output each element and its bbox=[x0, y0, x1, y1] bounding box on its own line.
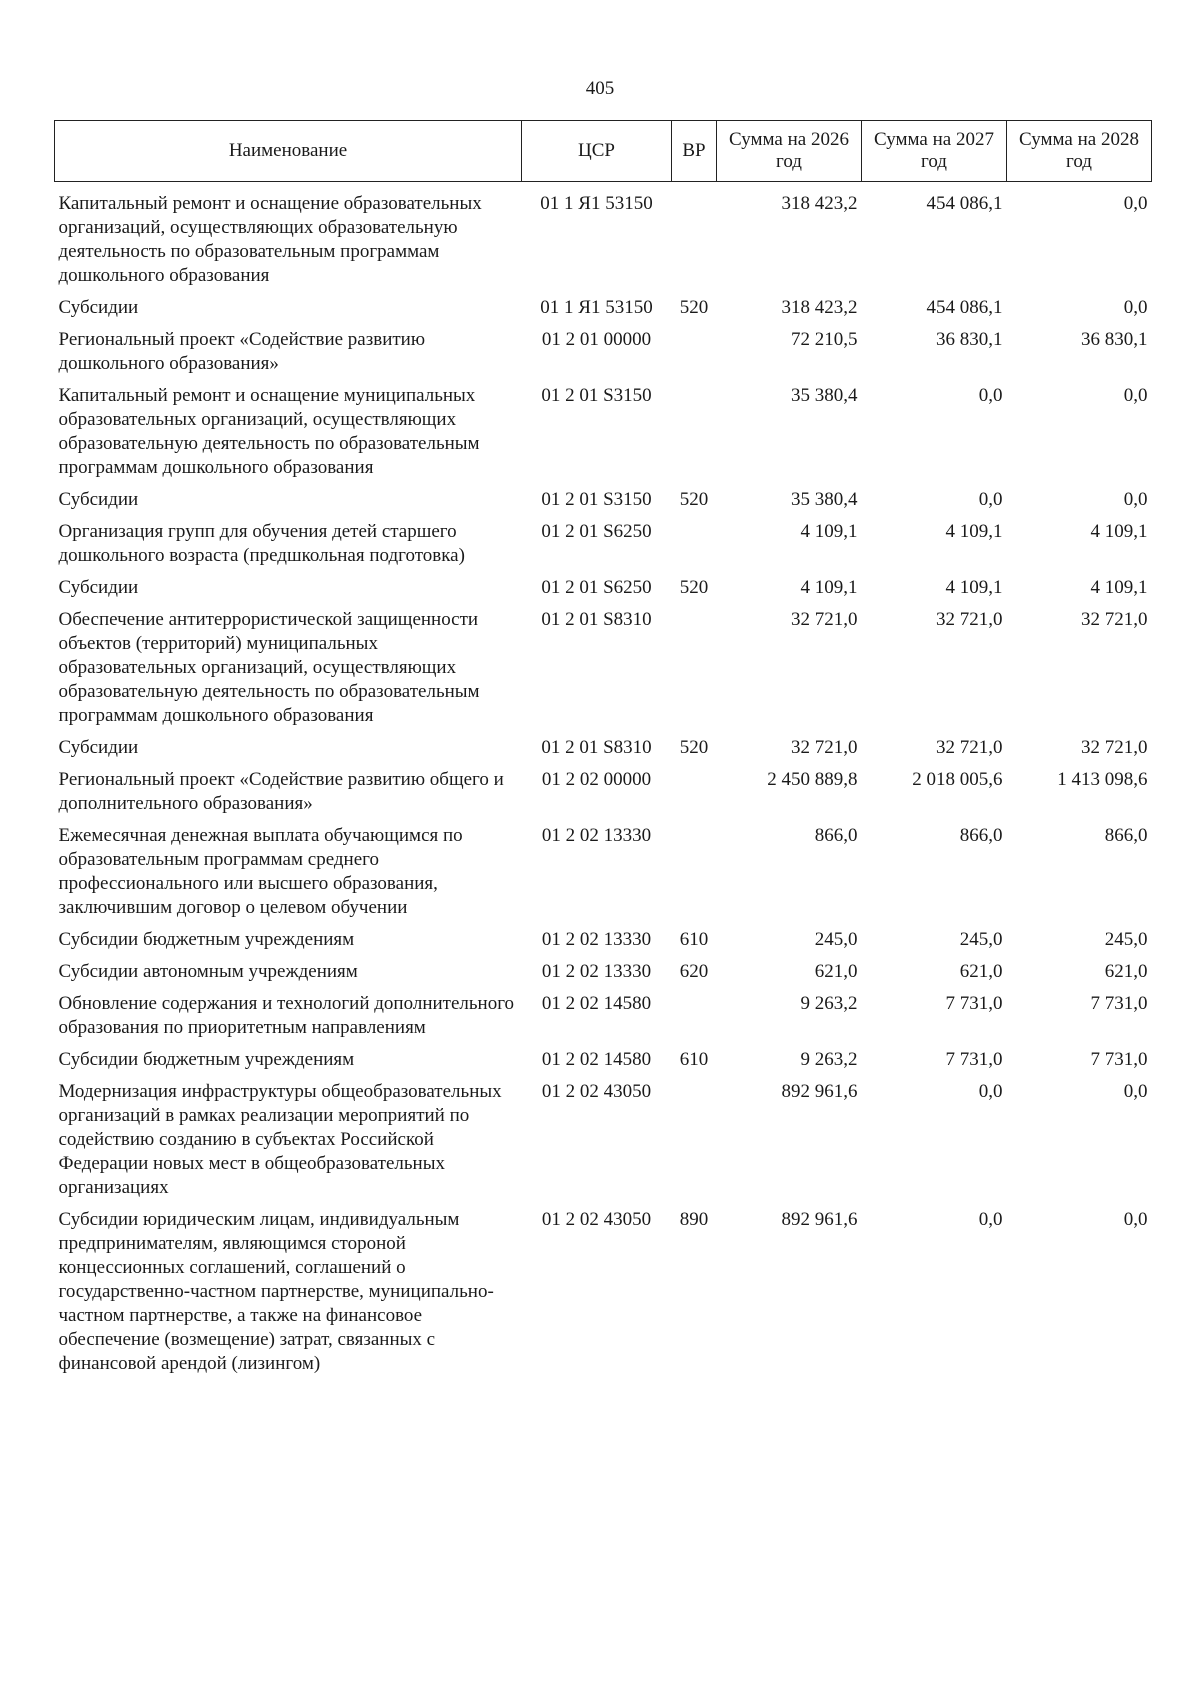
row-sum-2027: 2 018 005,6 bbox=[912, 769, 1003, 790]
row-sum-2027: 621,0 bbox=[959, 961, 1003, 982]
row-sum-2028: 1 413 098,6 bbox=[1057, 769, 1148, 790]
table-row bbox=[55, 520, 1152, 576]
row-sum-2028: 0,0 bbox=[1123, 1209, 1148, 1230]
header-csr: ЦСР bbox=[522, 121, 672, 182]
row-sum-2027: 866,0 bbox=[959, 825, 1003, 846]
row-name: Субсидии юридическим лицам, индивидуальным предпринимателям, являющимся стороной концессионных соглашений, соглашений о государственно-частном партнерстве, муниципально-частном партнерстве, а также на финансовое обеспечение (возмещение) затрат, связанных с финансовой арендой (лизингом) bbox=[58, 1209, 494, 1374]
row-sum-2027: 0,0 bbox=[978, 1209, 1003, 1230]
row-sum-2028: 7 731,0 bbox=[1090, 1049, 1148, 1070]
table-row bbox=[55, 608, 1152, 736]
row-csr: 01 2 01 S3150 bbox=[541, 489, 652, 510]
row-name: Капитальный ремонт и оснащение образовательных организаций, осуществляющих образовательную деятельность по образовательным программам дошкольного образования bbox=[58, 193, 482, 286]
row-vr bbox=[672, 328, 717, 384]
row-name: Субсидии bbox=[58, 577, 139, 598]
row-sum-2028: 0,0 bbox=[1123, 297, 1148, 318]
row-sum-2026: 318 423,2 bbox=[781, 193, 858, 214]
table-row bbox=[55, 736, 1152, 768]
row-sum-2026: 245,0 bbox=[814, 929, 858, 950]
table-row bbox=[55, 182, 1152, 297]
row-name: Обеспечение антитеррористической защищенности объектов (территорий) муниципальных образовательных организаций, осуществляющих образовательную деятельность по образовательным программам дошкольного образования bbox=[58, 609, 480, 726]
table-body bbox=[55, 182, 1152, 1385]
table-row bbox=[55, 1080, 1152, 1208]
row-vr bbox=[672, 768, 717, 824]
row-sum-2028: 4 109,1 bbox=[1090, 521, 1148, 542]
row-sum-2027: 0,0 bbox=[978, 489, 1003, 510]
row-csr: 01 2 01 S6250 bbox=[541, 521, 652, 542]
row-sum-2028: 32 721,0 bbox=[1081, 737, 1148, 758]
budget-table bbox=[54, 120, 1152, 1384]
header-sum-2026: Сумма на 2026 год bbox=[717, 121, 862, 182]
row-sum-2027: 0,0 bbox=[978, 1081, 1003, 1102]
row-name: Капитальный ремонт и оснащение муниципальных образовательных организаций, осуществляющих образовательную деятельность по образовательным программам дошкольного образования bbox=[58, 385, 480, 478]
row-csr: 01 2 02 00000 bbox=[541, 769, 652, 790]
page-number: 405 bbox=[585, 78, 615, 99]
row-sum-2026: 866,0 bbox=[814, 825, 858, 846]
row-sum-2028: 4 109,1 bbox=[1090, 577, 1148, 598]
table-row bbox=[55, 1208, 1152, 1384]
row-vr bbox=[672, 182, 717, 297]
header-vr: ВР bbox=[672, 121, 717, 182]
row-vr: 610 bbox=[679, 1049, 709, 1070]
row-vr bbox=[672, 384, 717, 488]
row-csr: 01 1 Я1 53150 bbox=[540, 193, 653, 214]
row-vr bbox=[672, 1080, 717, 1208]
row-sum-2026: 35 380,4 bbox=[791, 489, 858, 510]
row-name: Организация групп для обучения детей старшего дошкольного возраста (предшкольная подготовка) bbox=[58, 521, 465, 566]
table-header-row bbox=[55, 121, 1152, 182]
row-sum-2028: 621,0 bbox=[1104, 961, 1148, 982]
row-vr bbox=[672, 992, 717, 1048]
row-sum-2027: 454 086,1 bbox=[926, 297, 1003, 318]
row-name: Региональный проект «Содействие развитию дошкольного образования» bbox=[58, 329, 426, 374]
row-csr: 01 2 01 S3150 bbox=[541, 385, 652, 406]
row-sum-2027: 7 731,0 bbox=[945, 993, 1003, 1014]
row-sum-2026: 2 450 889,8 bbox=[767, 769, 858, 790]
row-sum-2028: 0,0 bbox=[1123, 385, 1148, 406]
header-sum-2027: Сумма на 2027 год bbox=[862, 121, 1007, 182]
row-sum-2026: 32 721,0 bbox=[791, 609, 858, 630]
row-sum-2028: 866,0 bbox=[1104, 825, 1148, 846]
row-csr: 01 2 02 14580 bbox=[541, 1049, 652, 1070]
row-sum-2026: 9 263,2 bbox=[800, 993, 858, 1014]
row-vr: 520 bbox=[679, 297, 709, 318]
row-csr: 01 2 02 13330 bbox=[541, 929, 652, 950]
table-row bbox=[55, 992, 1152, 1048]
row-name: Субсидии автономным учреждениям bbox=[58, 961, 358, 982]
row-name: Субсидии bbox=[58, 737, 139, 758]
row-sum-2026: 4 109,1 bbox=[800, 577, 858, 598]
table-row bbox=[55, 928, 1152, 960]
table-row bbox=[55, 296, 1152, 328]
row-sum-2027: 454 086,1 bbox=[926, 193, 1003, 214]
row-name: Субсидии бюджетным учреждениям bbox=[58, 1049, 355, 1070]
row-csr: 01 2 01 S6250 bbox=[541, 577, 652, 598]
row-sum-2028: 245,0 bbox=[1104, 929, 1148, 950]
row-csr: 01 2 02 43050 bbox=[541, 1209, 652, 1230]
row-csr: 01 2 01 S8310 bbox=[541, 737, 652, 758]
row-csr: 01 2 02 43050 bbox=[541, 1081, 652, 1102]
row-sum-2028: 36 830,1 bbox=[1081, 329, 1148, 350]
row-sum-2026: 621,0 bbox=[814, 961, 858, 982]
row-sum-2026: 72 210,5 bbox=[791, 329, 858, 350]
table-row bbox=[55, 488, 1152, 520]
row-name: Субсидии бюджетным учреждениям bbox=[58, 929, 355, 950]
row-sum-2026: 318 423,2 bbox=[781, 297, 858, 318]
row-sum-2028: 0,0 bbox=[1123, 1081, 1148, 1102]
row-csr: 01 2 02 13330 bbox=[541, 825, 652, 846]
row-sum-2026: 32 721,0 bbox=[791, 737, 858, 758]
row-sum-2027: 245,0 bbox=[959, 929, 1003, 950]
row-name: Субсидии bbox=[58, 489, 139, 510]
row-csr: 01 2 02 13330 bbox=[541, 961, 652, 982]
row-sum-2026: 9 263,2 bbox=[800, 1049, 858, 1070]
row-sum-2028: 7 731,0 bbox=[1090, 993, 1148, 1014]
row-sum-2027: 7 731,0 bbox=[945, 1049, 1003, 1070]
row-sum-2027: 4 109,1 bbox=[945, 577, 1003, 598]
row-sum-2026: 892 961,6 bbox=[781, 1081, 858, 1102]
row-vr: 610 bbox=[679, 929, 709, 950]
row-name: Региональный проект «Содействие развитию общего и дополнительного образования» bbox=[58, 769, 504, 814]
row-sum-2026: 892 961,6 bbox=[781, 1209, 858, 1230]
row-name: Обновление содержания и технологий дополнительного образования по приоритетным направлениям bbox=[58, 993, 515, 1038]
row-sum-2027: 32 721,0 bbox=[936, 737, 1003, 758]
table-row bbox=[55, 384, 1152, 488]
row-vr: 520 bbox=[679, 489, 709, 510]
row-sum-2026: 4 109,1 bbox=[800, 521, 858, 542]
row-sum-2028: 0,0 bbox=[1123, 489, 1148, 510]
table-row bbox=[55, 1048, 1152, 1080]
row-vr bbox=[672, 520, 717, 576]
row-vr: 620 bbox=[679, 961, 709, 982]
header-name: Наименование bbox=[55, 121, 522, 182]
row-sum-2027: 4 109,1 bbox=[945, 521, 1003, 542]
header-sum-2028: Сумма на 2028 год bbox=[1007, 121, 1152, 182]
row-vr bbox=[672, 824, 717, 928]
table-row bbox=[55, 328, 1152, 384]
row-sum-2028: 0,0 bbox=[1123, 193, 1148, 214]
table-row bbox=[55, 960, 1152, 992]
row-csr: 01 2 02 14580 bbox=[541, 993, 652, 1014]
row-sum-2028: 32 721,0 bbox=[1081, 609, 1148, 630]
row-vr: 520 bbox=[679, 737, 709, 758]
row-csr: 01 2 01 00000 bbox=[541, 329, 652, 350]
row-vr bbox=[672, 608, 717, 736]
row-sum-2027: 36 830,1 bbox=[936, 329, 1003, 350]
table-row bbox=[55, 576, 1152, 608]
row-name: Субсидии bbox=[58, 297, 139, 318]
row-sum-2027: 0,0 bbox=[978, 385, 1003, 406]
row-vr: 890 bbox=[679, 1209, 709, 1230]
row-name: Ежемесячная денежная выплата обучающимся по образовательным программам среднего профессионального или высшего образования, заключившим договор о целевом обучении bbox=[58, 825, 463, 918]
row-sum-2027: 32 721,0 bbox=[936, 609, 1003, 630]
row-sum-2026: 35 380,4 bbox=[791, 385, 858, 406]
row-name: Модернизация инфраструктуры общеобразовательных организаций в рамках реализации мероприятий по содействию созданию в субъектах Российской Федерации новых мест в общеобразовательных организациях bbox=[58, 1081, 502, 1198]
row-csr: 01 1 Я1 53150 bbox=[540, 297, 653, 318]
table-row bbox=[55, 768, 1152, 824]
row-vr: 520 bbox=[679, 577, 709, 598]
row-csr: 01 2 01 S8310 bbox=[541, 609, 652, 630]
table-row bbox=[55, 824, 1152, 928]
